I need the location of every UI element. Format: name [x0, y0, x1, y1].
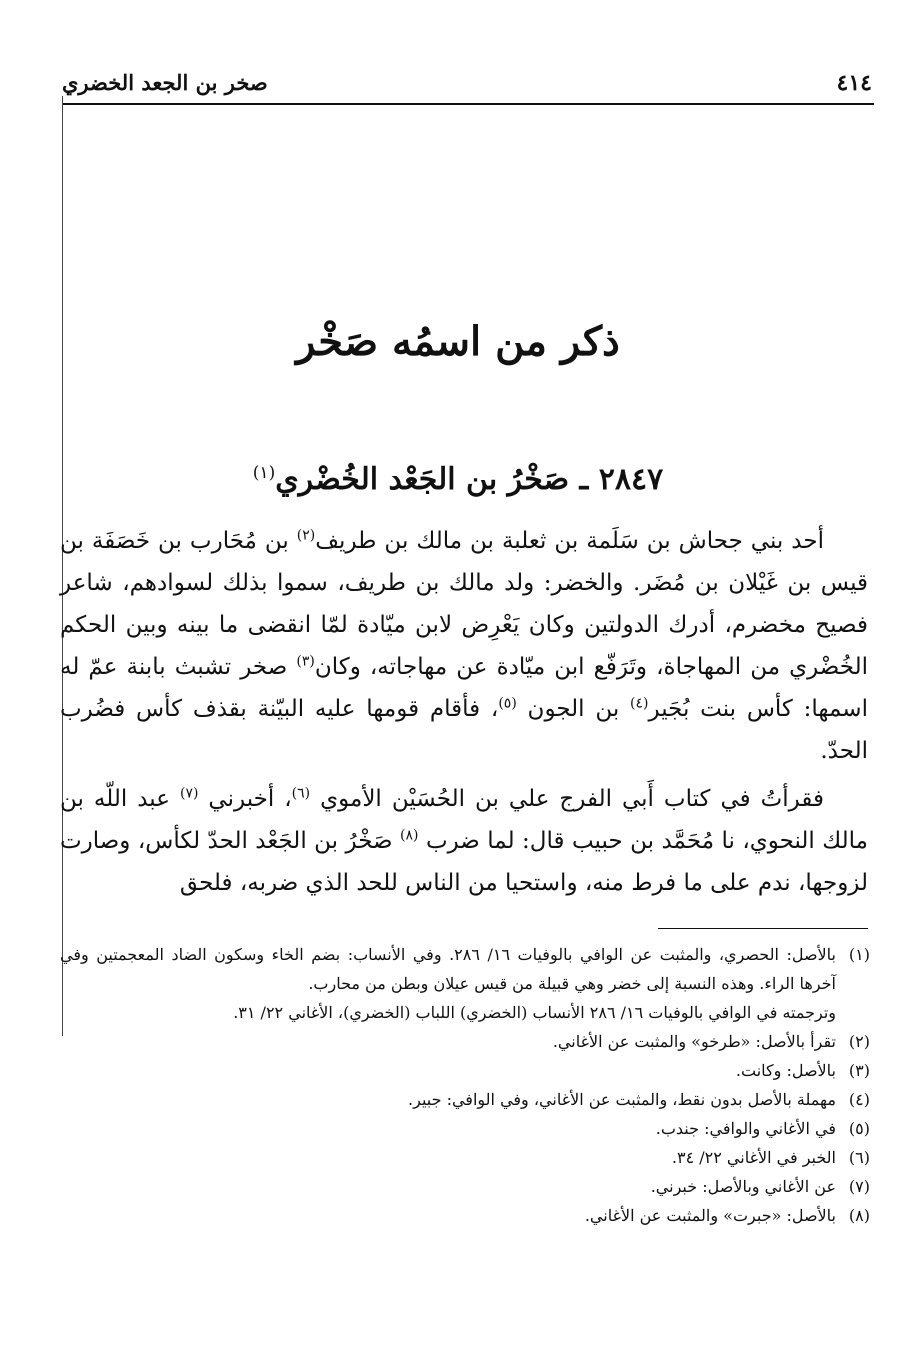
footnote-item	[60, 940, 870, 998]
footnote-item	[60, 1172, 870, 1201]
p2-text-d: صَخْرُ بن الجَعْد الحدّ لكأس، وصارت لزوجها، ندم على ما فرط منه، واستحيا من الناس للحد الذي ضربه، فلحق	[60, 828, 868, 896]
footnote-text: الخبر في الأغاني ٢٢/ ٣٤.	[671, 1148, 836, 1167]
footnote-number: (٤)	[848, 1090, 870, 1109]
footnote-continuation: وترجمته في الوافي بالوفيات ١٦/ ٢٨٦ الأنساب (الخضري) اللباب (الخضري)، الأغاني ٢٢/ ٣١.	[233, 1003, 836, 1022]
footnote-number: (٧)	[848, 1177, 870, 1196]
footnote-ref-4: (٤)	[630, 695, 649, 712]
footnote-ref-7: (٧)	[179, 785, 199, 802]
p2-text-c: عبد اللّه بن مالك النحوي، نا مُحَمَّد بن حبيب قال: لما ضرب	[60, 786, 868, 854]
footnote-text: بالأصل: «جبرت» والمثبت عن الأغاني.	[584, 1206, 836, 1225]
footnote-number: (٨)	[848, 1206, 870, 1225]
p2-text-a: فقرأتُ في كتاب أَبي الفرج علي بن الحُسَيْن الأموي	[310, 786, 824, 812]
footnote-rule	[658, 928, 868, 929]
entry-number-title: ٢٨٤٧ ـ صَخْرُ بن الجَعْد الخُضْري	[275, 462, 664, 497]
footnote-number: (٦)	[848, 1148, 870, 1167]
entry-title-footnote-ref: (١)	[252, 463, 276, 483]
footnote-item	[60, 1201, 870, 1230]
entry-title	[0, 462, 916, 497]
footnote-text: تقرأ بالأصل: «طرخو» والمثبت عن الأغاني.	[552, 1032, 836, 1051]
paragraph-1	[60, 520, 868, 772]
footnote-text: بالأصل: وكانت.	[735, 1061, 836, 1080]
footnote-text: مهملة بالأصل بدون نقط، والمثبت عن الأغاني، وفي الوافي: جبير.	[408, 1090, 836, 1109]
p1-text-b: بن مُحَارب بن خَصَفَة بن قيس بن غَيْلان بن مُضَر. والخضر: ولد مالك بن طريف، سموا بذلك لسوادهم، شاعر فصيح مخضرم، أدرك الدولتين وكان يَعْرِض لابن ميّادة لمّا انقضى ما بينه وبين الحكم الخُضْري من المهاجاة، وتَرَفّع ابن ميّادة عن مهاجاته، وكان	[60, 528, 868, 680]
footnote-item	[60, 1056, 870, 1085]
footnote-number: (٢)	[848, 1032, 870, 1051]
p2-text-b: ، أخبرني	[198, 786, 292, 812]
section-title: ذكر من اسمُه صَخْر	[296, 318, 620, 365]
footnote-ref-8: (٨)	[400, 827, 419, 844]
footnote-number: (٥)	[848, 1119, 870, 1138]
footnote-ref-6: (٦)	[291, 785, 311, 802]
running-head: صخر بن الجعد الخضري	[62, 70, 268, 95]
footnote-text: عن الأغاني وبالأصل: خبرني.	[650, 1177, 836, 1196]
p1-text-d: بن الجون	[516, 696, 631, 722]
footnote-ref-5: (٥)	[498, 695, 517, 712]
p1-text-e: ، فأقام قومها عليه البيّنة بقذف كأس فضُرب الحدّ.	[60, 696, 868, 764]
footnote-item	[60, 1114, 870, 1143]
header-rule	[62, 103, 874, 105]
page-number: ٤١٤	[836, 70, 872, 96]
body-text	[60, 520, 868, 910]
footnote-ref-2: (٢)	[296, 527, 316, 544]
footnote-item	[60, 1143, 870, 1172]
paragraph-2	[60, 778, 868, 904]
p1-text-a: أحد بني جحاش بن سَلَمة بن ثعلبة بن مالك بن طريف	[315, 528, 824, 554]
footnotes	[60, 940, 870, 1230]
footnote-item	[60, 1027, 870, 1056]
footnote-item	[60, 1085, 870, 1114]
footnote-number: (١)	[848, 945, 870, 964]
footnote-text: في الأغاني والوافي: جندب.	[655, 1119, 836, 1138]
footnote-text: بالأصل: الحصري، والمثبت عن الوافي بالوفيات ١٦/ ٢٨٦. وفي الأنساب: بضم الخاء وسكون الضاد المعجمتين وفي آخرها الراء. وهذه النسبة إلى خضر وهي قبيلة من قيس عيلان وبطن من محارب.	[60, 945, 836, 993]
footnote-ref-3: (٣)	[296, 653, 315, 670]
p1-text-c: صخر تشبث بابنة عمّ له اسمها: كأس بنت بُجَير	[60, 654, 868, 722]
footnote-number: (٣)	[848, 1061, 870, 1080]
